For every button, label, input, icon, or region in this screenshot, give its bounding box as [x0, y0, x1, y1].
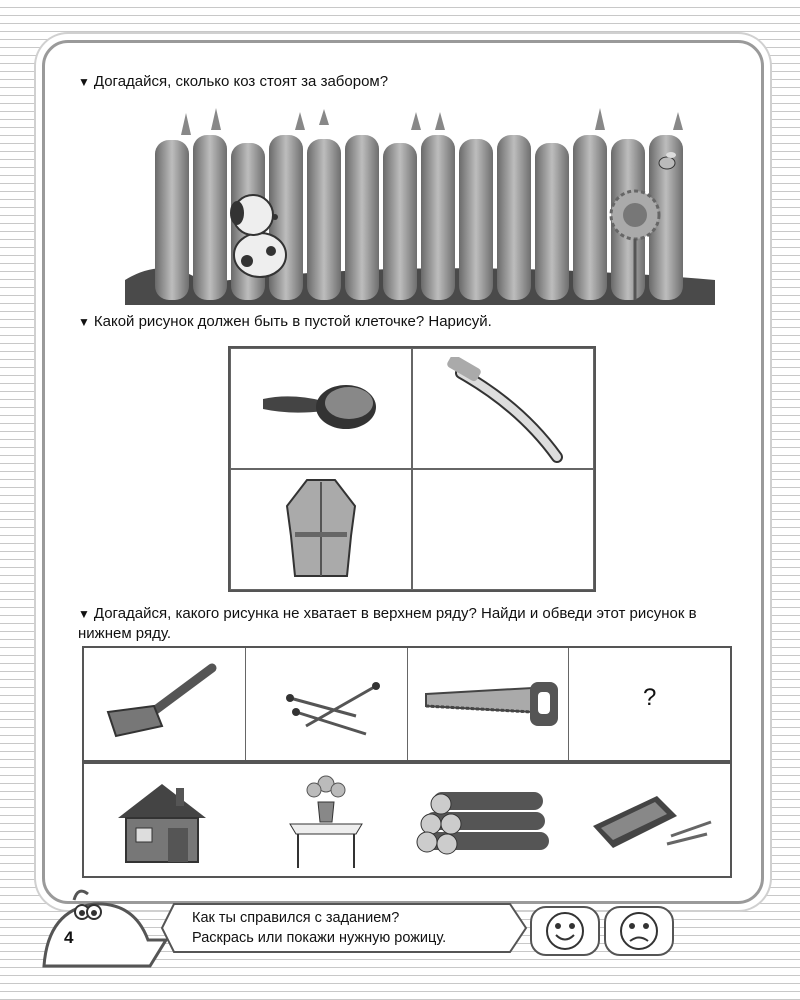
cell-coat — [230, 469, 412, 590]
bottom-cell-table-vase[interactable] — [246, 764, 408, 876]
top-cell-question[interactable] — [569, 648, 730, 760]
self-check-text — [172, 904, 522, 950]
self-check-line-1: Как ты справился с заданием? — [192, 910, 400, 926]
sad-face-button[interactable] — [604, 906, 674, 956]
logs-icon — [413, 784, 563, 864]
bottom-cell-matches[interactable] — [569, 764, 731, 876]
cell-hair-brush — [230, 348, 412, 469]
top-cell-nails — [246, 648, 408, 760]
toothbrush-icon — [441, 357, 571, 467]
happy-face-button[interactable] — [530, 906, 600, 956]
task-1-label: Догадайся, сколько коз стоят за забором? — [93, 73, 389, 90]
task-1-text — [78, 72, 388, 92]
coat-icon — [281, 476, 361, 584]
saw-icon — [422, 678, 562, 734]
table-with-vase-icon — [286, 772, 366, 870]
task-3-label: Догадайся, какого рисунка не хватает в верхнем ряду? Найди и обведи этот рисунок в нижнем ряду. — [78, 605, 697, 642]
page-number: 4 — [64, 928, 74, 947]
happy-face-icon — [532, 908, 598, 954]
cell-toothbrush — [412, 348, 594, 469]
bottom-row — [82, 762, 732, 878]
top-cell-hammer — [84, 648, 246, 760]
page-number-badge — [38, 880, 168, 970]
bullet-triangle-icon: ▼ — [78, 75, 90, 89]
task-3-text — [78, 604, 738, 644]
top-cell-saw — [408, 648, 570, 760]
bullet-triangle-icon: ▼ — [78, 607, 90, 621]
question-mark: ? — [642, 684, 657, 711]
bottom-cell-log-house[interactable] — [84, 764, 246, 876]
bottom-cell-logs[interactable] — [407, 764, 569, 876]
top-row — [82, 646, 732, 762]
hair-brush-icon — [261, 371, 381, 441]
nails-icon — [276, 674, 386, 744]
task-2-text — [78, 312, 492, 332]
pattern-grid — [228, 346, 596, 592]
task-2-label: Какой рисунок должен быть в пустой клеточке? Нарисуй. — [93, 313, 492, 330]
hammer-icon — [102, 662, 222, 742]
sad-face-icon — [606, 908, 672, 954]
fence-illustration — [125, 105, 715, 305]
bullet-triangle-icon: ▼ — [78, 315, 90, 329]
self-check-line-2: Раскрась или покажи нужную рожицу. — [192, 930, 447, 946]
cell-empty[interactable] — [412, 469, 594, 590]
matches-icon — [587, 786, 717, 856]
log-house-icon — [112, 778, 212, 868]
